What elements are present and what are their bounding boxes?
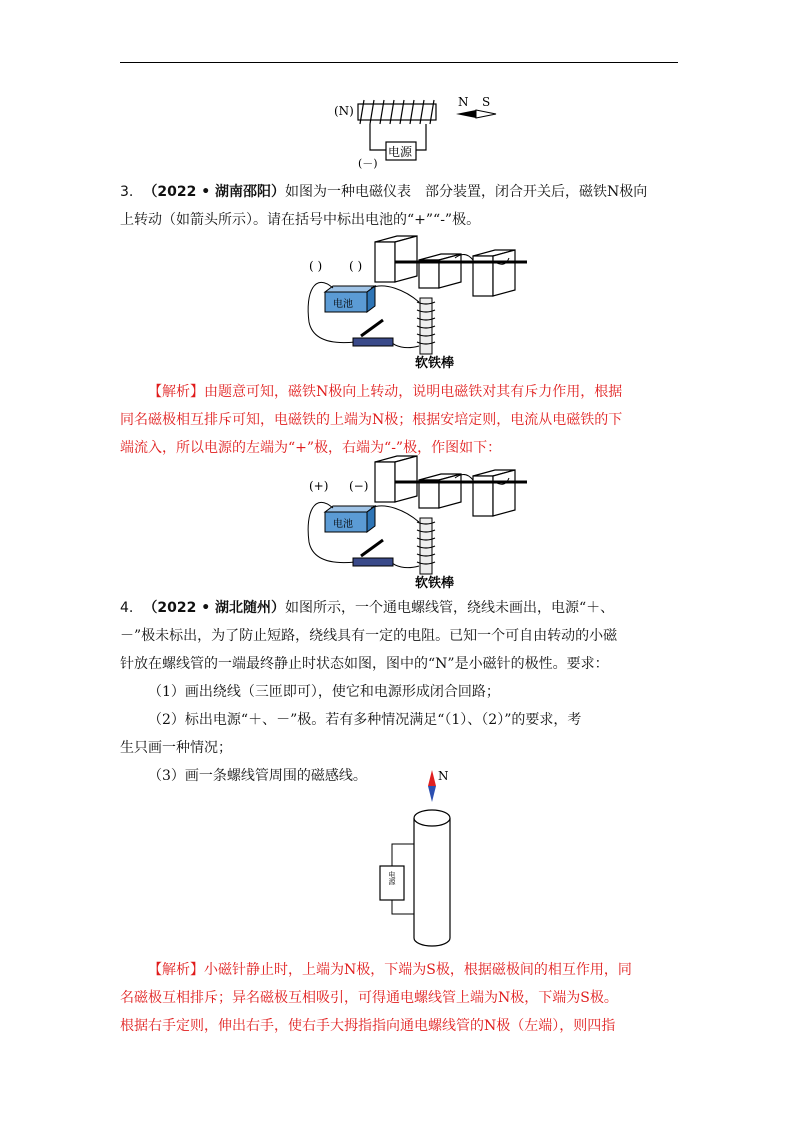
- soft-iron-rod-label: 软铁棒: [415, 356, 455, 371]
- analysis-line: 端流入，所以电源的左端为“+”极，右端为“-”极，作图如下：: [120, 440, 502, 456]
- power-source-label: 电源: [388, 145, 413, 159]
- needle-north-icon: [428, 770, 436, 786]
- figure-electromagnet-question: [295, 232, 535, 372]
- battery-pole-paren: (－): [358, 157, 378, 170]
- battery-label: 电池: [333, 519, 353, 530]
- analysis-line: 小磁针静止时，上端为N极，下端为S极，根据磁极间的相互作用，同: [204, 962, 632, 978]
- header-rule: [120, 62, 678, 63]
- soft-iron-rod-label: 软铁棒: [415, 576, 455, 591]
- battery-left-paren: ( ): [309, 259, 323, 273]
- question-number: 4.: [120, 600, 134, 616]
- analysis-tag: 【解析】: [148, 384, 204, 400]
- compass-n-label: N: [458, 95, 469, 109]
- compass-s-label: S: [482, 95, 491, 109]
- figure-electromagnet-answer: [295, 452, 535, 592]
- needle-north-icon: [456, 110, 476, 118]
- question-text-line: －”极未标出，为了防止短路，绕线具有一定的电阻。已知一个可自由转动的小磁: [120, 628, 618, 644]
- coil-pole-paren: (N): [334, 104, 354, 118]
- question-text-line: 上转动（如箭头所示）。请在括号中标出电池的“+”“-”极。: [120, 212, 481, 228]
- needle-n-label: N: [438, 769, 449, 783]
- question-source: （2022 • 湖北随州）: [143, 600, 286, 616]
- needle-south-icon: [476, 110, 496, 118]
- battery-right-paren: (−): [349, 479, 369, 493]
- question-4: [120, 594, 680, 790]
- answer-4: [120, 956, 680, 1040]
- question-source: （2022 • 湖南邵阳）: [143, 184, 286, 200]
- battery-right-paren: ( ): [349, 259, 363, 273]
- answer-3: [120, 378, 680, 462]
- question-text-line: 针放在螺线管的一端最终静止时状态如图，图中的“N”是小磁针的极性。要求：: [120, 656, 609, 672]
- question-text-line: 如图为一种电磁仪表 部分装置，闭合开关后，磁铁N极向: [285, 184, 648, 200]
- question-number: 3.: [120, 184, 134, 200]
- requirement-item: （1）画出绕线（三匝即可），使它和电源形成闭合回路；: [148, 684, 500, 700]
- battery-left-paren: (+): [309, 479, 329, 493]
- question-3: [120, 178, 680, 234]
- requirement-item: （2）标出电源“＋、－”极。若有多种情况满足“（1）、（2）”的要求，考: [148, 712, 582, 728]
- analysis-line: 由题意可知，磁铁N极向上转动，说明电磁铁对其有斥力作用，根据: [204, 384, 623, 400]
- power-source-label: 电源: [388, 871, 396, 885]
- analysis-tag: 【解析】: [148, 962, 204, 978]
- analysis-line: 同名磁极相互排斥可知，电磁铁的上端为N极；根据安培定则，电流从电磁铁的下: [120, 412, 623, 428]
- figure-coil-circuit: [330, 92, 510, 170]
- needle-south-icon: [428, 786, 436, 802]
- requirement-item: 生只画一种情况；: [120, 740, 232, 756]
- battery-label: 电池: [333, 299, 353, 310]
- analysis-line: 名磁极互相排斥；异名磁极互相吸引，可得通电螺线管上端为N极，下端为S极。: [120, 990, 618, 1006]
- requirement-item: （3）画一条螺线管周围的磁感线。: [148, 768, 367, 784]
- figure-solenoid: [370, 766, 480, 956]
- question-text-line: 如图所示，一个通电螺线管，绕线未画出，电源“＋、: [285, 600, 615, 616]
- analysis-line: 根据右手定则，伸出右手，使右手大拇指指向通电螺线管的N极（左端），则四指: [120, 1018, 616, 1034]
